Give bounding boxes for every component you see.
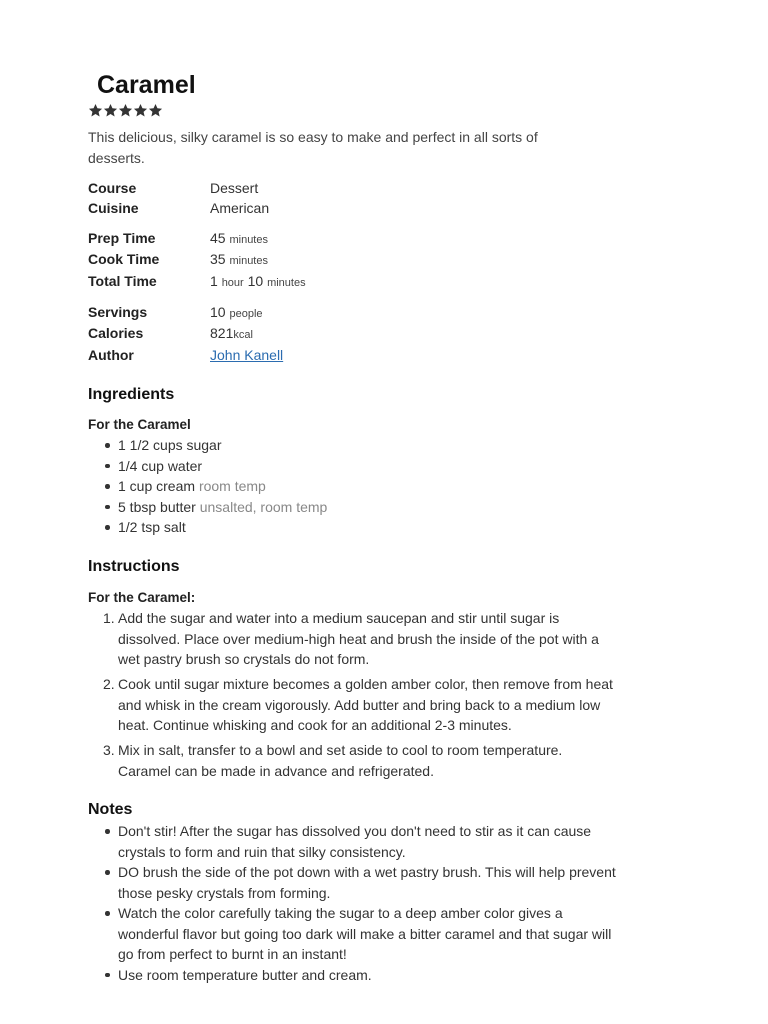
cook-time-amount: 35 — [210, 251, 226, 267]
notes-heading: Notes — [88, 801, 133, 818]
meta-total-time-label: Total Time — [88, 273, 157, 289]
ingredients-list — [88, 435, 327, 538]
ingredient-text: 5 tbsp butter — [118, 498, 196, 515]
meta-prep-time-value — [210, 228, 268, 250]
meta-cook-time-label: Cook Time — [88, 251, 160, 267]
star-rating[interactable] — [88, 103, 163, 118]
instructions-heading: Instructions — [88, 558, 180, 575]
step-number: 2. — [103, 676, 115, 692]
meta-servings-label: Servings — [88, 304, 148, 320]
ingredient-note: unsalted, room temp — [199, 498, 328, 515]
ingredient-text: 1 cup cream — [118, 478, 196, 494]
ingredient-text: 1 1/2 cups sugar — [118, 437, 222, 453]
step-text: Add the sugar and water into a medium saucepan and stir until sugar is dissolved. Place over medium-high heat and brush the inside of the pot with a wet pastry brush so crystals do not form. — [118, 610, 599, 667]
meta-total-time-value — [210, 271, 306, 293]
servings-amount[interactable]: 10 — [210, 304, 226, 320]
notes-list — [88, 821, 618, 985]
note-item: Use room temperature butter and cream. — [88, 965, 618, 986]
step-number: 3. — [103, 742, 115, 758]
star-icon[interactable] — [118, 103, 133, 118]
recipe-title: Caramel — [97, 71, 196, 99]
prep-time-amount: 45 — [210, 230, 226, 246]
recipe-summary: This delicious, silky caramel is so easy to make and perfect in all sorts of desserts. — [88, 129, 538, 166]
ingredient-item — [88, 456, 327, 477]
meta-cook-time-value — [210, 249, 268, 271]
prep-time-unit: minutes — [229, 234, 268, 246]
ingredients-heading: Ingredients — [88, 386, 175, 403]
step-number: 1. — [103, 610, 115, 626]
note-item: Watch the color carefully taking the sugar to a deep amber color gives a wonderful flavor but going too dark will make a bitter caramel and that sugar will go from perfect to burnt in an instant! — [88, 903, 618, 965]
meta-calories-label: Calories — [88, 325, 144, 341]
meta-course-value: Dessert — [210, 180, 259, 196]
instruction-step — [88, 674, 618, 736]
total-time-hours-unit: hour — [221, 277, 244, 289]
meta-course-label: Course — [88, 180, 137, 196]
calories-unit: kcal — [233, 329, 253, 341]
star-icon[interactable] — [148, 103, 163, 118]
total-time-minutes-unit: minutes — [267, 277, 306, 289]
meta-prep-time-label: Prep Time — [88, 230, 156, 246]
meta-author-value — [210, 345, 283, 365]
step-text: Mix in salt, transfer to a bowl and set aside to cool to room temperature. Caramel can be made in advance and refrigerated. — [118, 742, 563, 779]
instruction-step — [88, 740, 618, 781]
instructions-group-title: For the Caramel: — [88, 590, 196, 605]
star-icon[interactable] — [103, 103, 118, 118]
step-text: Cook until sugar mixture becomes a golden amber color, then remove from heat and whisk in the cream vigorously. Add butter and bring back to a medium low heat. Continue whisking and cook for an additional 2-3 minutes. — [118, 676, 613, 733]
ingredient-text: 1/4 cup water — [118, 457, 203, 474]
instruction-step — [88, 608, 618, 670]
ingredient-item — [88, 435, 327, 456]
ingredient-item — [88, 517, 327, 538]
servings-unit: people — [229, 308, 263, 320]
meta-cuisine-value: American — [210, 200, 270, 216]
meta-cuisine-label: Cuisine — [88, 200, 139, 216]
instructions-list — [88, 608, 618, 786]
ingredient-item — [88, 476, 327, 497]
note-item: Don't stir! After the sugar has dissolved you don't need to stir as it can cause crystals to form and ruin that silky consistency. — [88, 821, 618, 862]
cook-time-unit: minutes — [229, 255, 268, 267]
ingredient-note: room temp — [198, 478, 266, 494]
note-item: DO brush the side of the pot down with a wet pastry brush. This will help prevent those pesky crystals from forming. — [88, 862, 618, 903]
ingredient-item — [88, 497, 327, 518]
ingredient-text: 1/2 tsp salt — [118, 519, 186, 535]
star-icon[interactable] — [133, 103, 148, 118]
meta-servings-value — [210, 302, 263, 324]
star-icon[interactable] — [88, 103, 103, 118]
ingredients-group-title: For the Caramel — [88, 417, 191, 432]
meta-author-label: Author — [88, 347, 134, 363]
author-link[interactable]: John Kanell — [210, 347, 284, 363]
total-time-minutes: 10 — [247, 273, 264, 289]
calories-amount: 821 — [210, 325, 234, 341]
meta-calories-value — [210, 323, 253, 345]
total-time-hours: 1 — [210, 273, 218, 289]
